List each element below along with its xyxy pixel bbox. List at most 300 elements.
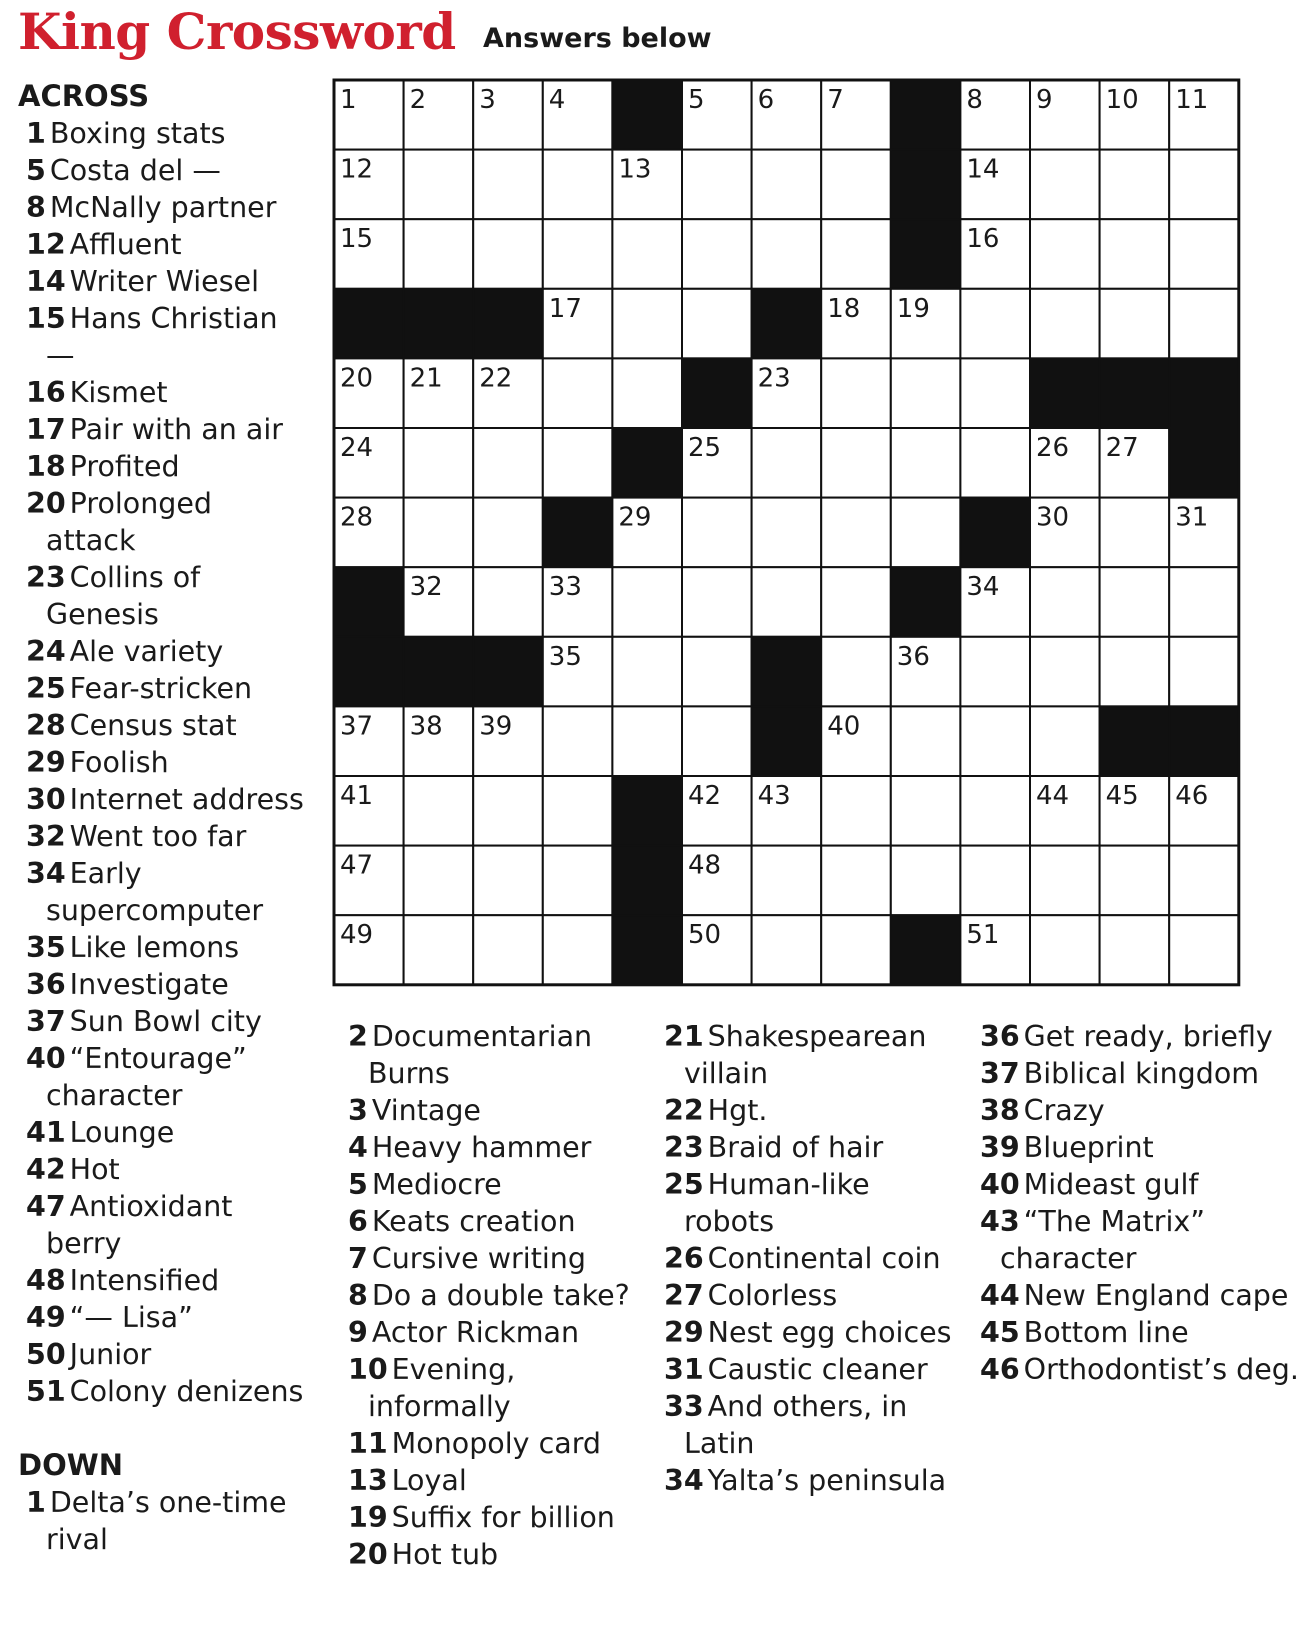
across-clue [18,1299,308,1336]
cell-number: 43 [757,781,791,811]
clue-text: Biblical kingdom [1023,1057,1260,1090]
grid-cell[interactable] [473,498,543,568]
clue-text: Affluent [69,228,182,261]
clue-number: 4 [348,1131,368,1164]
grid-cell[interactable] [1169,915,1239,985]
down-clues-column-3 [972,1018,1302,1388]
across-clue [18,744,308,781]
clue-number: 5 [26,154,46,187]
cell-number: 39 [479,711,513,742]
grid-cell[interactable] [752,846,822,916]
down-clue [340,1351,640,1425]
cell-number: 27 [1105,433,1139,463]
grid-cell[interactable] [960,637,1030,707]
grid-cell[interactable] [543,358,613,428]
cell-number: 23 [757,363,791,394]
clue-text: “— Lisa” [69,1301,193,1334]
clue-number: 11 [348,1427,388,1460]
grid-cell[interactable] [1169,150,1239,220]
across-clue [18,707,308,744]
grid-cell[interactable] [891,706,961,776]
clue-text: Kismet [69,376,168,409]
cell-number: 19 [896,293,930,324]
clue-text: Like lemons [69,931,240,964]
cell-number: 42 [688,781,722,811]
clue-text: Intensified [69,1264,220,1297]
grid-cell[interactable] [612,358,682,428]
grid-cell[interactable] [891,358,961,428]
clue-text: Get ready, briefly [1023,1020,1273,1053]
clue-text: Vintage [371,1094,481,1127]
grid-cell[interactable] [612,219,682,289]
across-clue [18,226,308,263]
grid-cell[interactable] [960,706,1030,776]
down-clue [340,1018,640,1092]
grid-cell[interactable] [543,428,613,498]
grid-block [682,358,752,428]
clue-text: Lounge [69,1116,175,1149]
grid-cell[interactable] [404,776,474,846]
across-clue [18,1040,308,1114]
grid-cell[interactable] [1030,706,1100,776]
grid-cell[interactable] [543,706,613,776]
clue-number: 10 [348,1353,388,1386]
grid-cell[interactable] [543,776,613,846]
across-clues [18,78,308,1558]
clue-text: Hgt. [707,1094,768,1127]
down-clues-column-1 [340,1018,640,1573]
grid-cell[interactable] [404,915,474,985]
clue-number: 31 [664,1353,704,1386]
grid-cell[interactable] [682,219,752,289]
grid-block [473,289,543,359]
grid-cell[interactable] [682,289,752,359]
across-clue [18,1151,308,1188]
grid-block [612,80,682,150]
clue-number: 28 [26,709,66,742]
clue-number: 39 [980,1131,1020,1164]
grid-block [1169,428,1239,498]
cell-number: 21 [409,363,443,394]
grid-cell[interactable] [404,498,474,568]
grid-cell[interactable] [1169,846,1239,916]
grid-cell[interactable] [752,428,822,498]
across-clue [18,152,308,189]
grid-cell[interactable] [473,776,543,846]
page-subtitle: Answers below [483,23,712,54]
grid-cell[interactable] [1030,219,1100,289]
cell-number: 47 [340,850,374,881]
cell-number: 34 [966,572,1000,603]
clue-text: Nest egg choices [707,1316,952,1349]
clue-number: 36 [980,1020,1020,1053]
grid-cell[interactable] [473,428,543,498]
down-clue [972,1277,1302,1314]
grid-cell[interactable] [473,846,543,916]
across-clue [18,670,308,707]
across-clue [18,300,308,374]
clue-text: Hot [69,1153,120,1186]
across-clue [18,781,308,818]
grid-cell[interactable] [891,498,961,568]
grid-block [891,150,961,220]
across-clue [18,1114,308,1151]
clue-number: 37 [980,1057,1020,1090]
grid-cell[interactable] [960,358,1030,428]
cell-number: 48 [688,850,722,881]
down-clue [972,1129,1302,1166]
grid-cell[interactable] [1100,498,1170,568]
down-clue [18,1484,308,1558]
cell-number: 44 [1036,781,1070,811]
cell-number: 50 [688,920,722,951]
cell-number: 35 [548,641,582,672]
cell-number: 51 [966,920,1000,951]
down-clue [340,1129,640,1166]
grid-cell[interactable] [1030,915,1100,985]
clue-text: Crazy [1023,1094,1105,1127]
across-clue [18,115,308,152]
grid-cell[interactable] [612,567,682,637]
grid-cell[interactable] [752,567,822,637]
grid-cell[interactable] [1100,637,1170,707]
down-clue [340,1203,640,1240]
cell-number: 16 [966,224,1000,255]
grid-cell[interactable] [821,219,891,289]
grid-cell[interactable] [543,219,613,289]
clue-text: Mideast gulf [1023,1168,1199,1201]
down-clue [340,1314,640,1351]
grid-cell[interactable] [404,219,474,289]
grid-cell[interactable] [404,428,474,498]
grid-cell[interactable] [543,150,613,220]
down-clue [972,1055,1302,1092]
clue-number: 8 [348,1279,368,1312]
down-clue [340,1425,640,1462]
grid-cell[interactable] [1030,289,1100,359]
grid-block [334,289,404,359]
grid-cell[interactable] [473,219,543,289]
grid-cell[interactable] [960,846,1030,916]
grid-block [404,637,474,707]
cell-number: 31 [1175,502,1209,533]
grid-cell[interactable] [821,846,891,916]
clue-number: 1 [26,117,46,150]
grid-cell[interactable] [473,915,543,985]
grid-cell[interactable] [404,150,474,220]
down-clue [340,1499,640,1536]
clue-number: 20 [26,487,66,520]
clue-text: Costa del — [49,154,221,187]
grid-cell[interactable] [891,428,961,498]
clue-text: Yalta’s peninsula [707,1464,947,1497]
grid-block [1100,358,1170,428]
grid-cell[interactable] [682,498,752,568]
grid-cell[interactable] [612,637,682,707]
cell-number: 10 [1105,85,1139,115]
clue-text: Prolonged attack [46,487,213,557]
across-clue [18,929,308,966]
clue-number: 27 [664,1279,704,1312]
cell-number: 6 [757,85,775,115]
clue-text: Fear-stricken [69,672,253,705]
cell-number: 28 [340,502,374,533]
across-clue [18,1188,308,1262]
grid-cell[interactable] [1030,150,1100,220]
clue-text: Pair with an air [69,413,283,446]
across-heading: ACROSS [18,79,150,113]
clue-text: And others, in Latin [684,1390,908,1460]
grid-cell[interactable] [1100,915,1170,985]
cell-number: 38 [409,711,443,742]
clue-text: Heavy hammer [371,1131,592,1164]
clue-number: 48 [26,1264,66,1297]
clue-text: Cursive writing [371,1242,586,1275]
clue-text: Colony denizens [69,1375,304,1408]
grid-cell[interactable] [1100,846,1170,916]
grid-block [891,80,961,150]
grid-cell[interactable] [682,637,752,707]
clue-number: 23 [664,1131,704,1164]
grid-cell[interactable] [821,567,891,637]
down-clue [656,1092,956,1129]
grid-cell[interactable] [682,567,752,637]
down-clue [972,1314,1302,1351]
grid-cell[interactable] [1169,219,1239,289]
down-heading: DOWN [18,1448,123,1482]
grid-cell[interactable] [543,915,613,985]
grid-cell[interactable] [1100,150,1170,220]
grid-cell[interactable] [960,776,1030,846]
clue-text: Shakespearean villain [684,1020,927,1090]
clue-text: Ale variety [69,635,224,668]
grid-cell[interactable] [821,358,891,428]
grid-cell[interactable] [821,498,891,568]
cell-number: 1 [340,85,357,115]
cell-number: 4 [548,85,566,115]
cell-number: 40 [827,711,861,742]
down-clue [340,1462,640,1499]
cell-number: 45 [1105,781,1139,811]
down-clue [656,1277,956,1314]
clue-text: Actor Rickman [371,1316,580,1349]
cell-number: 46 [1175,781,1209,811]
clue-text: Colorless [707,1279,838,1312]
clue-number: 12 [26,228,66,261]
page-title: King Crossword [18,2,456,61]
cell-number: 15 [340,224,374,255]
grid-block [1030,358,1100,428]
clue-number: 51 [26,1375,66,1408]
cell-number: 11 [1175,85,1209,115]
clue-number: 37 [26,1005,66,1038]
grid-cell[interactable] [752,915,822,985]
clue-number: 8 [26,191,46,224]
grid-cell[interactable] [612,289,682,359]
clue-number: 44 [980,1279,1020,1312]
grid-block [752,706,822,776]
clue-number: 13 [348,1464,388,1497]
clue-number: 3 [348,1094,368,1127]
clue-text: Boxing stats [49,117,226,150]
clue-text: Braid of hair [707,1131,884,1164]
grid-cell[interactable] [821,428,891,498]
clue-text: Investigate [69,968,229,1001]
clue-text: Documentarian Burns [368,1020,593,1090]
clue-number: 33 [664,1390,704,1423]
grid-cell[interactable] [1030,846,1100,916]
down-clue [340,1092,640,1129]
grid-block [334,567,404,637]
down-clue [972,1203,1302,1277]
cell-number: 14 [966,154,1000,185]
grid-cell[interactable] [473,567,543,637]
cell-number: 36 [896,641,930,672]
grid-block [473,637,543,707]
down-clue [972,1351,1302,1388]
cell-number: 7 [827,85,844,115]
clue-text: Suffix for billion [391,1501,615,1534]
grid-block [1100,706,1170,776]
down-clue [656,1018,956,1092]
grid-cell[interactable] [821,776,891,846]
clue-number: 6 [348,1205,368,1238]
clue-text: Keats creation [371,1205,576,1238]
clue-text: McNally partner [49,191,277,224]
clue-number: 24 [26,635,66,668]
across-clue [18,263,308,300]
clue-number: 18 [26,450,66,483]
grid-block [612,915,682,985]
grid-cell[interactable] [1100,567,1170,637]
clue-number: 29 [26,746,66,779]
grid-cell[interactable] [752,498,822,568]
clue-text: Collins of Genesis [46,561,201,631]
cell-number: 12 [340,154,374,185]
across-clue [18,633,308,670]
down-clue [656,1129,956,1166]
grid-cell[interactable] [1169,567,1239,637]
clue-text: Foolish [69,746,169,779]
clue-text: Early supercomputer [46,857,264,927]
down-clue [972,1166,1302,1203]
clue-number: 26 [664,1242,704,1275]
grid-cell[interactable] [752,150,822,220]
grid-cell[interactable] [1169,289,1239,359]
grid-cell[interactable] [821,915,891,985]
clue-text: Internet address [69,783,304,816]
across-clue [18,448,308,485]
clue-number: 22 [664,1094,704,1127]
grid-cell[interactable] [1100,219,1170,289]
across-clue [18,1003,308,1040]
clue-text: Junior [69,1338,152,1371]
grid-cell[interactable] [682,150,752,220]
grid-block [891,567,961,637]
cell-number: 5 [688,85,705,115]
clue-text: Went too far [69,820,247,853]
cell-number: 22 [479,363,513,394]
clue-text: Continental coin [707,1242,941,1275]
cell-number: 2 [409,85,427,115]
clue-number: 9 [348,1316,368,1349]
grid-block [891,915,961,985]
clue-number: 35 [26,931,66,964]
cell-number: 18 [827,293,861,324]
grid-cell[interactable] [821,637,891,707]
down-clues-column-2 [656,1018,956,1499]
clue-number: 16 [26,376,66,409]
grid-cell[interactable] [960,289,1030,359]
clue-text: Bottom line [1023,1316,1189,1349]
clue-number: 46 [980,1353,1020,1386]
clue-number: 1 [26,1486,46,1519]
grid-cell[interactable] [682,706,752,776]
clue-text: Writer Wiesel [69,265,259,298]
crossword-grid[interactable] [332,78,1252,998]
clue-number: 47 [26,1190,66,1223]
clue-number: 29 [664,1316,704,1349]
clue-text: Mediocre [371,1168,502,1201]
clue-text: Profited [69,450,180,483]
grid-block [404,289,474,359]
clue-text: Caustic cleaner [707,1353,928,1386]
grid-block [1169,706,1239,776]
clue-number: 34 [664,1464,704,1497]
across-clue [18,855,308,929]
grid-cell[interactable] [752,219,822,289]
down-clue [340,1536,640,1573]
clue-text: Hot tub [391,1538,499,1571]
grid-block [752,289,822,359]
down-clue [656,1240,956,1277]
grid-cell[interactable] [821,150,891,220]
clue-number: 25 [26,672,66,705]
cell-number: 13 [618,154,652,185]
grid-block [543,498,613,568]
clue-text: Human-like robots [684,1168,870,1238]
grid-cell[interactable] [1169,637,1239,707]
grid-cell[interactable] [404,846,474,916]
cell-number: 24 [340,433,374,463]
grid-cell[interactable] [473,150,543,220]
cell-number: 8 [966,85,983,115]
clue-text: “The Matrix” character [1000,1205,1205,1275]
clue-text: Census stat [69,709,237,742]
grid-block [612,428,682,498]
down-clue [972,1018,1302,1055]
grid-cell[interactable] [891,776,961,846]
grid-cell[interactable] [612,706,682,776]
grid-cell[interactable] [960,428,1030,498]
clue-number: 49 [26,1301,66,1334]
clue-text: Evening, informally [368,1353,516,1423]
down-clue [340,1166,640,1203]
across-clue [18,1336,308,1373]
clue-number: 5 [348,1168,368,1201]
grid-cell[interactable] [1100,289,1170,359]
clue-number: 42 [26,1153,66,1186]
grid-cell[interactable] [1030,637,1100,707]
grid-cell[interactable] [543,846,613,916]
cell-number: 49 [340,920,374,951]
clue-number: 40 [980,1168,1020,1201]
clue-number: 30 [26,783,66,816]
grid-cell[interactable] [891,846,961,916]
cell-number: 3 [479,85,496,115]
clue-text: New England cape [1023,1279,1289,1312]
grid-cell[interactable] [1030,567,1100,637]
